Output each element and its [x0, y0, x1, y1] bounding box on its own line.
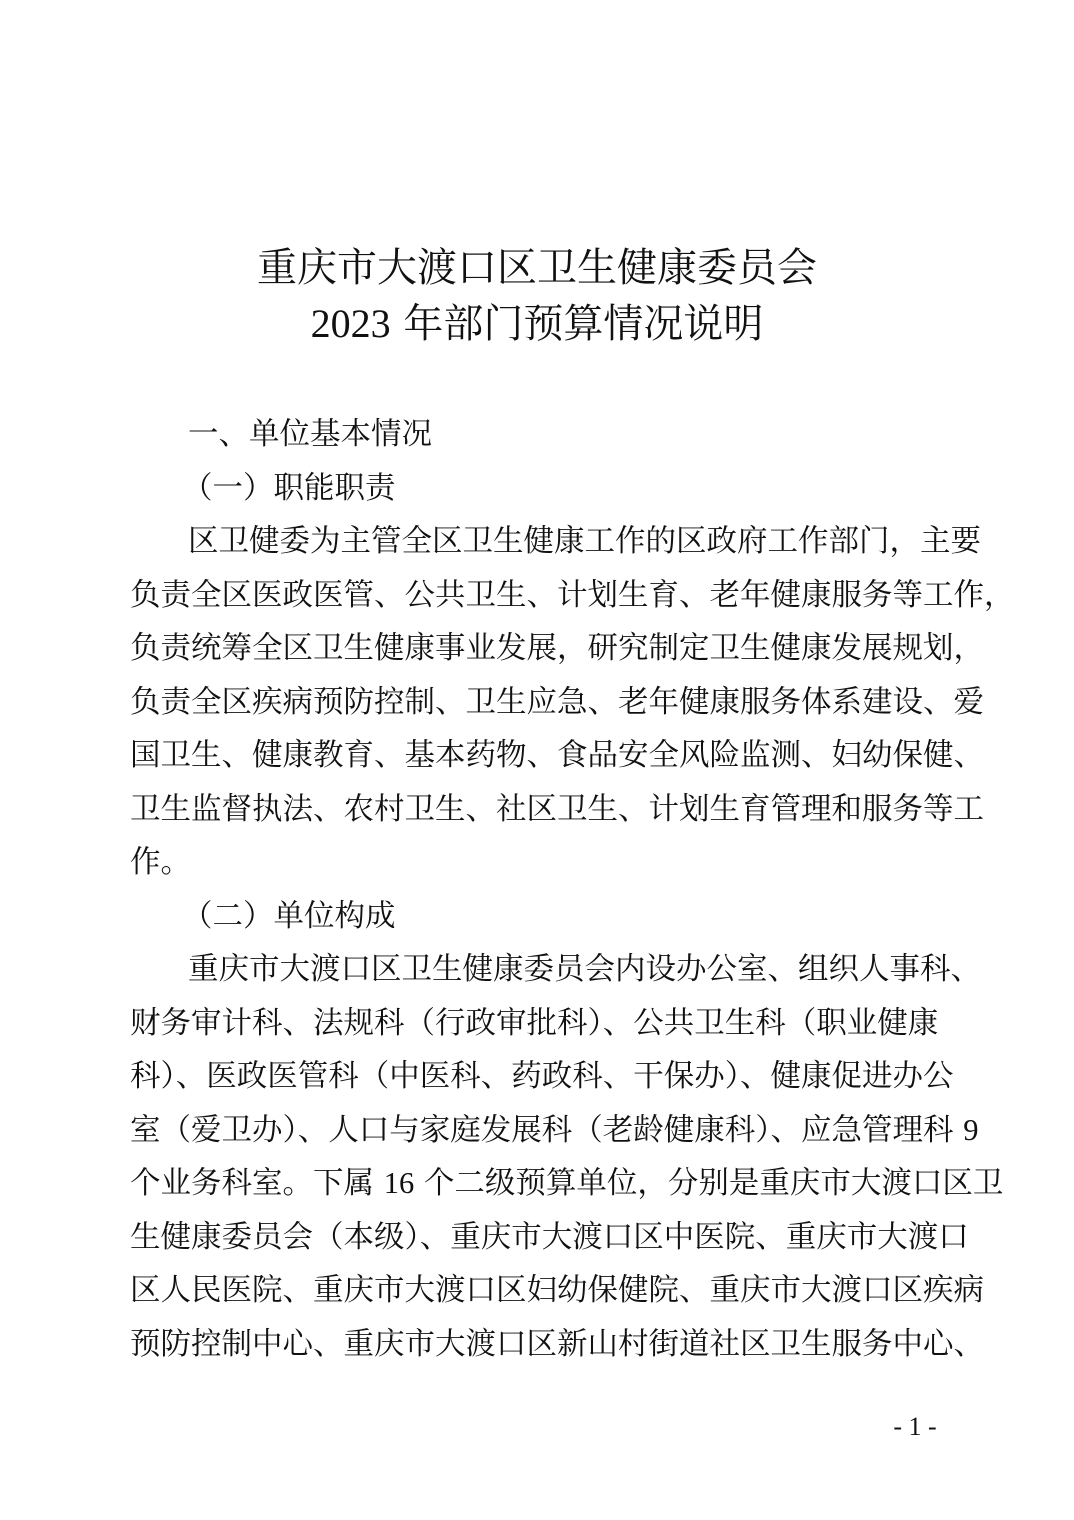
paragraph-line: 作。	[130, 845, 191, 880]
paragraph-line: 科）、医政医管科（中医科、药政科、干保办）、健康促进办公	[130, 1059, 954, 1094]
paragraph-line: 生健康委员会（本级）、重庆市大渡口区中医院、重庆市大渡口	[130, 1219, 969, 1255]
paragraph-line: 负责统筹全区卫生健康事业发展，研究制定卫生健康发展规划，	[130, 631, 984, 666]
title-year: 2023	[310, 301, 391, 346]
document-body	[130, 408, 1015, 1371]
line-text: 室（爱卫办）、人口与家庭发展科（老龄健康科）、应急管理科	[130, 1112, 964, 1148]
document-title-line-1: 重庆市大渡口区卫生健康委员会	[257, 245, 817, 291]
paragraph-line: 卫生监督执法、农村卫生、社区卫生、计划生育管理和服务等工	[130, 791, 984, 827]
paragraph-duties	[130, 515, 1015, 890]
paragraph-line	[130, 1157, 1004, 1211]
paragraph-line: 财务审计科、法规科（行政审批科）、公共卫生科（职业健康	[130, 1005, 939, 1041]
paragraph-line	[130, 1104, 979, 1158]
page-number: - 1 -	[893, 1412, 937, 1441]
paragraph-line: 重庆市大渡口区卫生健康委员会内设办公室、组织人事科、	[188, 952, 981, 987]
document-title-line-2	[0, 296, 1074, 352]
title-text: 年部门预算情况说明	[390, 301, 764, 347]
paragraph-composition	[130, 943, 1004, 1371]
department-count: 9	[963, 1112, 979, 1147]
section-heading: 一、单位基本情况	[188, 417, 432, 452]
line-text: 个二级预算单位，分别是重庆市大渡口区卫	[414, 1166, 1004, 1201]
paragraph-line: 负责全区医政医管、公共卫生、计划生育、老年健康服务等工作，	[130, 577, 1015, 613]
paragraph-line: 预防控制中心、重庆市大渡口区新山村街道社区卫生服务中心、	[130, 1326, 984, 1362]
unit-count: 16	[383, 1166, 415, 1200]
paragraph-line: 国卫生、健康教育、基本药物、食品安全风险监测、妇幼保健、	[130, 738, 984, 773]
paragraph-line: 区卫健委为主管全区卫生健康工作的区政府工作部门，主要	[188, 524, 981, 559]
paragraph-line: 负责全区疾病预防控制、卫生应急、老年健康服务体系建设、爱	[130, 684, 984, 720]
line-text: 个业务科室。下属	[130, 1166, 384, 1201]
paragraph-line: 区人民医院、重庆市大渡口区妇幼保健院、重庆市大渡口区疾病	[130, 1273, 984, 1308]
subsection-heading-duties: （一）职能职责	[182, 470, 396, 506]
subsection-heading-composition: （二）单位构成	[182, 898, 396, 934]
